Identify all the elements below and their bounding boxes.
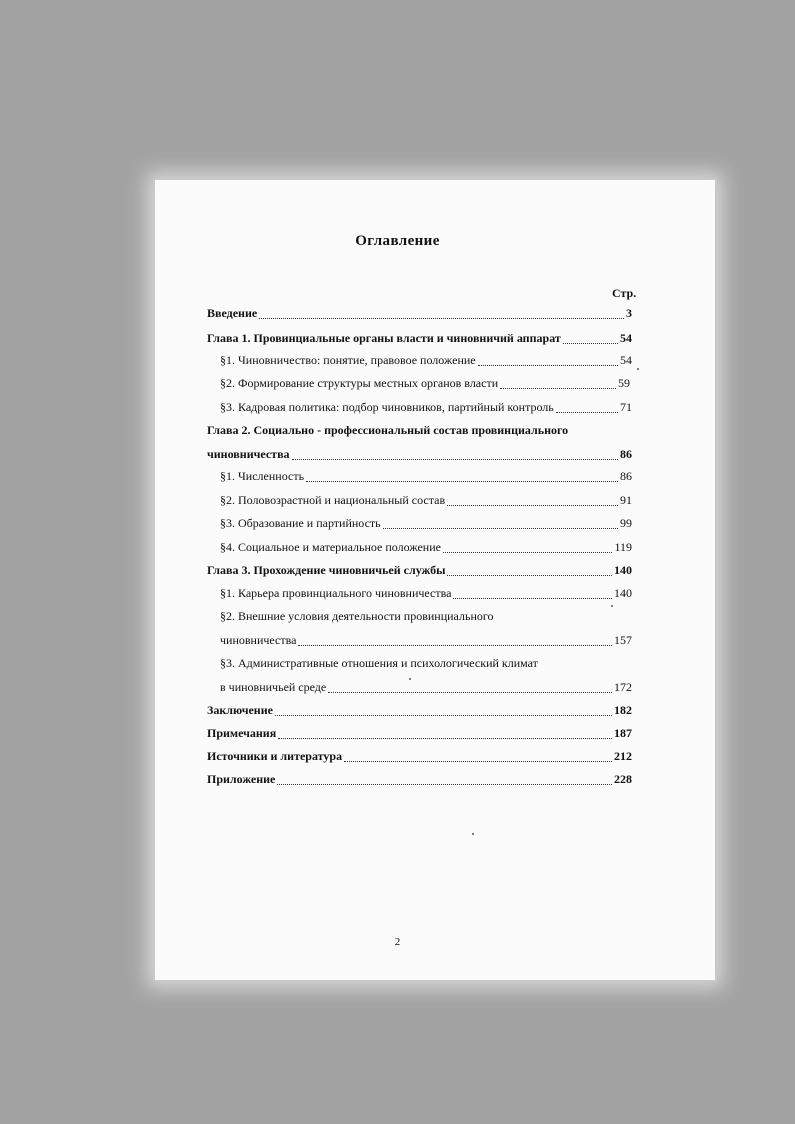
toc-entry-text: §1. Чиновничество: понятие, правовое положение [220,353,476,367]
dot-leader [447,565,612,576]
toc-entry-intro[interactable] [207,306,632,321]
toc-entry-chapter-1[interactable] [207,331,632,346]
toc-entry-page: 54 [620,331,632,345]
toc-entry-conclusion[interactable] [207,703,632,718]
dot-leader [500,378,616,389]
toc-entry-page: 172 [614,680,632,694]
toc-entry-page: 59 [618,376,630,390]
toc-entry-text: §2. Внешние условия деятельности провинциального [220,609,494,623]
scan-speck [409,678,411,680]
toc-entry-page: 228 [614,772,632,786]
toc-entry-page: 119 [614,540,632,554]
toc-entry-text: Глава 3. Прохождение чиновничьей службы [207,563,446,577]
toc-entry-ch1-s2[interactable] [220,376,630,391]
toc-entry-text: чиновничества [220,633,297,647]
toc-entry-chapter-2-line1[interactable] [207,423,632,438]
toc-entry-text: Глава 2. Социально - профессиональный состав провинциального [207,423,569,437]
toc-entry-text: Заключение [207,703,273,717]
toc-entry-page: 140 [614,563,632,577]
toc-entry-text: §4. Социальное и материальное положение [220,540,441,554]
toc-entry-text: Примечания [207,726,277,740]
dot-leader [277,774,612,785]
dot-leader [478,355,618,366]
dot-leader [328,682,612,693]
scan-speck [637,368,639,370]
toc-entry-chapter-3[interactable] [207,563,632,578]
toc-entry-page: 54 [620,353,632,367]
dot-leader [443,542,612,553]
dot-leader [447,495,618,506]
dot-leader [298,635,612,646]
toc-entry-page: 140 [614,586,632,600]
toc-entry-ch1-s1[interactable] [220,353,632,368]
toc-entry-sources[interactable] [207,749,632,764]
toc-entry-text: §2. Половозрастной и национальный состав [220,493,446,507]
toc-entry-text: §2. Формирование структуры местных органов власти [220,376,499,390]
toc-entry-ch1-s3[interactable] [220,400,632,415]
toc-entry-page: 86 [620,469,632,483]
dot-leader [556,402,618,413]
toc-entry-page: 86 [620,447,632,461]
dot-leader [383,518,618,529]
page-column-label: Стр. [612,286,637,300]
toc-entry-text: §3. Кадровая политика: подбор чиновников, партийный контроль [220,400,554,414]
toc-entry-text: Приложение [207,772,276,786]
toc-entry-page: 182 [614,703,632,717]
page-title: Оглавление [355,233,440,249]
dot-leader [306,471,618,482]
toc-entry-text: §3. Административные отношения и психологический климат [220,656,538,670]
toc-entry-chapter-2-line2[interactable] [207,447,632,462]
toc-entry-ch2-s3[interactable] [220,516,632,531]
toc-entry-ch2-s1[interactable] [220,469,632,484]
dot-leader [278,728,612,739]
toc-entry-page: 99 [620,516,632,530]
toc-entry-ch2-s4[interactable] [220,540,632,555]
toc-entry-text: Глава 1. Провинциальные органы власти и чиновничий аппарат [207,331,561,345]
toc-entry-ch3-s1[interactable] [220,586,632,601]
toc-entry-text: чиновничества [207,447,290,461]
toc-entry-page: 157 [614,633,632,647]
toc-entry-page: 91 [620,493,632,507]
scan-speck [472,833,474,835]
toc-entry-page: 212 [614,749,632,763]
toc-entry-page: 3 [626,306,632,320]
dot-leader [259,308,624,319]
scan-speck [611,605,613,607]
toc-entry-text: §1. Численность [220,469,305,483]
toc-entry-ch2-s2[interactable] [220,493,632,508]
dot-leader [344,751,612,762]
toc-entry-ch3-s3-line1[interactable] [220,656,632,671]
dot-leader [292,449,618,460]
toc-entry-ch3-s2-line1[interactable] [220,609,632,624]
toc-entry-notes[interactable] [207,726,632,741]
toc-entry-text: в чиновничьей среде [220,680,327,694]
toc-entry-ch3-s2-line2[interactable] [220,633,632,648]
toc-entry-text: Введение [207,306,258,320]
toc-entry-ch3-s3-line2[interactable] [220,680,632,695]
toc-entry-text: §3. Образование и партийность [220,516,381,530]
dot-leader [453,588,612,599]
toc-entry-text: §1. Карьера провинциального чиновничества [220,586,452,600]
toc-entry-page: 187 [614,726,632,740]
toc-entry-page: 71 [620,400,632,414]
toc-entry-appendix[interactable] [207,772,632,787]
dot-leader [563,333,618,344]
dot-leader [275,705,612,716]
toc-entry-text: Источники и литература [207,749,343,763]
footer-page-number: 2 [394,936,401,948]
